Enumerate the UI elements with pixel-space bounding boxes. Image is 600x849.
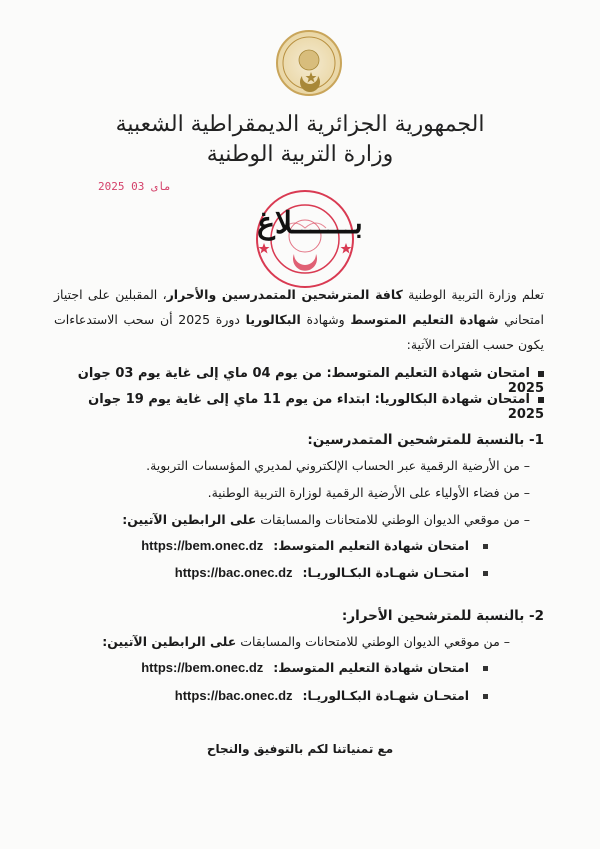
- bullet-square-icon: [483, 544, 488, 549]
- closing-wishes: مع تمنياتنا لكم بالتوفيق والنجاح: [206, 742, 394, 756]
- item-bold-text: على الرابطين الآتيين:: [102, 634, 237, 649]
- section-2-link-bac: [175, 688, 488, 703]
- item-text: – من موقعي الديوان الوطني للامتحانات والمسابقات: [236, 634, 510, 649]
- period-text: امتحان شهادة التعليم المتوسط: من يوم 04 ماي إلى غاية يوم 03 جوان 2025: [77, 366, 544, 396]
- link-label: امتحـان شهـادة البكـالوريـا:: [302, 688, 469, 703]
- bem-url-link[interactable]: https://bem.onec.dz: [141, 538, 264, 553]
- ministry-name: وزارة التربية الوطنية: [206, 142, 394, 167]
- section-1-item: [122, 512, 530, 527]
- bac-url-link[interactable]: https://bac.onec.dz: [174, 565, 293, 580]
- period-bac: [54, 392, 544, 422]
- document-title: بـــــــلاغ: [257, 206, 363, 241]
- date-stamp: 2025 ماى 03: [98, 180, 171, 193]
- bullet-square-icon: [483, 666, 488, 671]
- republic-name: الجمهورية الجزائرية الديمقراطية الشعبية: [115, 112, 485, 137]
- bullet-square-icon: [483, 571, 488, 576]
- link-label: امتحان شهادة التعليم المتوسط:: [273, 538, 469, 553]
- intro-text: دورة 2025 أن سحب الاستدعاءات يكون حسب الفترات الآتية:: [54, 312, 544, 352]
- intro-text: ، المقبلين على اجتياز امتحاني: [54, 287, 544, 327]
- section-1-link-bem: [141, 538, 488, 553]
- national-emblem-icon: [276, 30, 342, 96]
- section-2-link-bem: [141, 660, 488, 675]
- section-1-title: 1- بالنسبة للمترشحين المتمدرسين:: [307, 432, 544, 448]
- intro-bold-bem: شهادة التعليم المتوسط: [350, 312, 499, 327]
- intro-text: تعلم وزارة التربية الوطنية: [402, 287, 545, 302]
- link-label: امتحـان شهـادة البكـالوريـا:: [302, 565, 469, 580]
- section-2-item: [102, 634, 510, 649]
- link-label: امتحان شهادة التعليم المتوسط:: [273, 660, 469, 675]
- intro-text: وشهادة: [300, 312, 351, 327]
- period-text: امتحان شهادة البكالوريا: ابتداء من يوم 11 ماي إلى غاية يوم 19 جوان 2025: [88, 392, 544, 422]
- section-1-item: – من فضاء الأولياء على الأرضية الرقمية لوزارة التربية الوطنية.: [207, 485, 530, 500]
- item-text: – من موقعي الديوان الوطني للامتحانات والمسابقات: [256, 512, 530, 527]
- bem-url-link[interactable]: https://bem.onec.dz: [141, 660, 264, 675]
- bullet-square-icon: [538, 371, 544, 377]
- bac-url-link[interactable]: https://bac.onec.dz: [174, 688, 293, 703]
- intro-bold-bac: البكالوريا: [245, 312, 301, 327]
- intro-bold-candidates: كافة المترشحين المتمدرسين والأحرار: [166, 287, 403, 302]
- section-1-link-bac: [175, 565, 488, 580]
- item-bold-text: على الرابطين الآتيين:: [122, 512, 257, 527]
- bullet-square-icon: [538, 397, 544, 403]
- bullet-square-icon: [483, 694, 488, 699]
- section-1-item: – من الأرضية الرقمية عبر الحساب الإلكتروني لمديري المؤسسات التربوية.: [146, 458, 530, 473]
- section-2-title: 2- بالنسبة للمترشحين الأحرار:: [341, 608, 544, 624]
- intro-paragraph: [54, 282, 544, 357]
